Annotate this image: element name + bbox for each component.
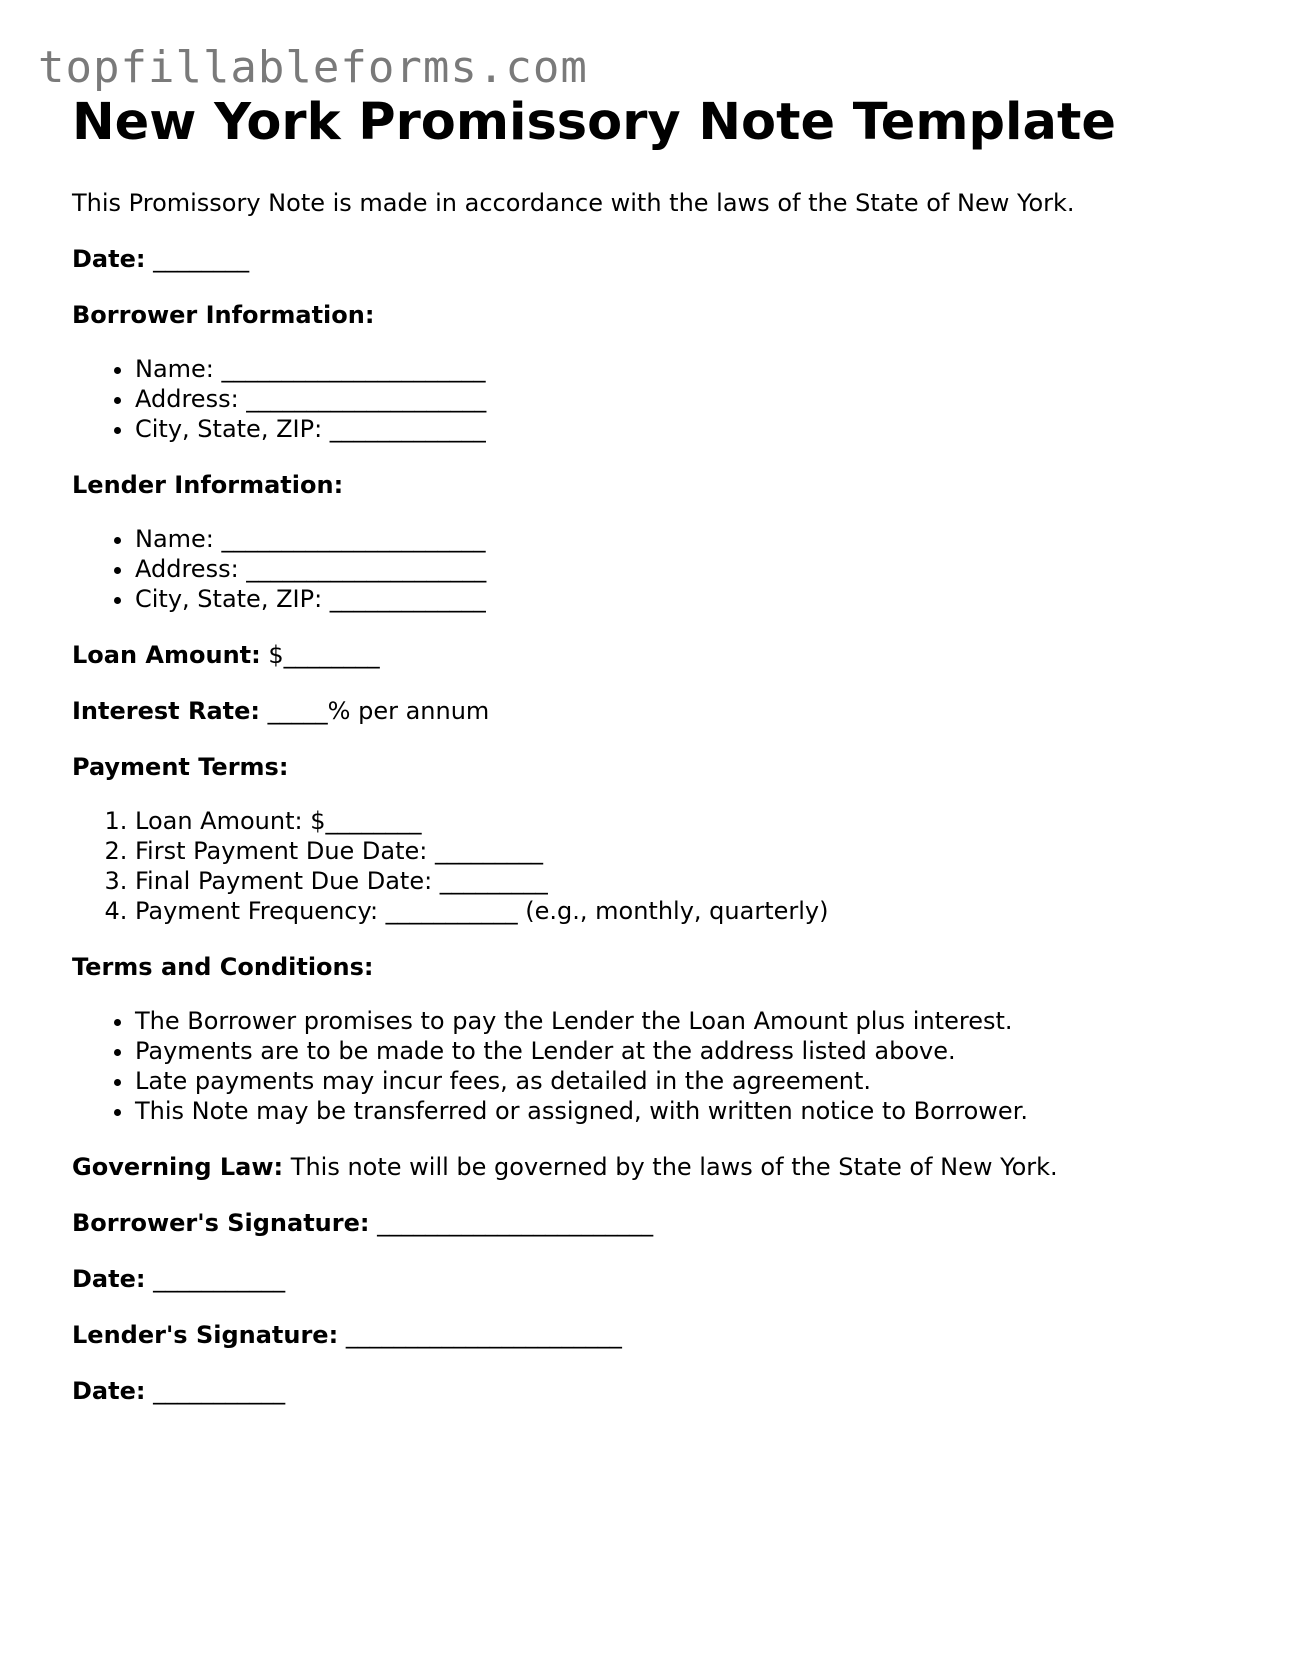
borrower-date-label: Date:: [72, 1265, 146, 1293]
loan-amount-field: [72, 640, 1252, 670]
lender-date-label: Date:: [72, 1377, 146, 1405]
page-title: New York Promissory Note Template: [72, 93, 1116, 152]
final-payment-date-field[interactable]: 3. Final Payment Due Date: _________: [135, 866, 1252, 896]
governing-law-label: Governing Law:: [72, 1153, 284, 1181]
lender-date-blank[interactable]: ___________: [153, 1377, 286, 1405]
date-label: Date:: [72, 245, 146, 273]
borrower-date-blank[interactable]: ___________: [153, 1265, 286, 1293]
loan-amount-blank[interactable]: $________: [268, 641, 380, 669]
borrower-city-state-zip-field[interactable]: • City, State, ZIP: _____________: [135, 414, 1252, 444]
lender-heading: Lender Information:: [72, 471, 344, 499]
date-blank[interactable]: ________: [153, 245, 250, 273]
terms-item: • Late payments may incur fees, as detailed in the agreement.: [135, 1066, 1252, 1096]
borrower-signature-field: [72, 1208, 1252, 1238]
terms-item: • The Borrower promises to pay the Lender the Loan Amount plus interest.: [135, 1006, 1252, 1036]
interest-rate-label: Interest Rate:: [72, 697, 261, 725]
lender-signature-label: Lender's Signature:: [72, 1321, 339, 1349]
first-payment-date-field[interactable]: 2. First Payment Due Date: _________: [135, 836, 1252, 866]
document: [72, 88, 1252, 1406]
borrower-address-field[interactable]: • Address: ____________________: [135, 384, 1252, 414]
terms-item: • This Note may be transferred or assigned, with written notice to Borrower.: [135, 1096, 1252, 1126]
terms-conditions-heading: Terms and Conditions:: [72, 953, 374, 981]
intro-text: This Promissory Note is made in accordance with the laws of the State of New York.: [72, 189, 1075, 217]
date-field: [72, 244, 1252, 274]
payment-terms-list: [72, 806, 1252, 926]
governing-law-text: This note will be governed by the laws of the State of New York.: [290, 1153, 1058, 1181]
lender-signature-blank[interactable]: _______________________: [345, 1321, 622, 1349]
terms-conditions-list: [72, 1006, 1252, 1126]
lender-name-field[interactable]: • Name: ______________________: [135, 524, 1252, 554]
lender-city-state-zip-field[interactable]: • City, State, ZIP: _____________: [135, 584, 1252, 614]
borrower-date-field: [72, 1264, 1252, 1294]
governing-law: [72, 1152, 1252, 1182]
borrower-heading: Borrower Information:: [72, 301, 375, 329]
lender-list: [72, 524, 1252, 614]
payment-terms-heading: Payment Terms:: [72, 753, 289, 781]
borrower-list: [72, 354, 1252, 444]
loan-amount-label: Loan Amount:: [72, 641, 261, 669]
interest-rate-blank[interactable]: _____% per annum: [267, 697, 490, 725]
lender-date-field: [72, 1376, 1252, 1406]
interest-rate-field: [72, 696, 1252, 726]
borrower-signature-label: Borrower's Signature:: [72, 1209, 370, 1237]
payment-frequency-field[interactable]: 4. Payment Frequency: ___________ (e.g., monthly, quarterly): [135, 896, 1252, 926]
borrower-name-field[interactable]: • Name: ______________________: [135, 354, 1252, 384]
watermark: topfillableforms.com: [38, 42, 588, 93]
lender-address-field[interactable]: • Address: ____________________: [135, 554, 1252, 584]
borrower-signature-blank[interactable]: _______________________: [377, 1209, 654, 1237]
terms-item: • Payments are to be made to the Lender at the address listed above.: [135, 1036, 1252, 1066]
payment-loan-amount-field[interactable]: 1. Loan Amount: $________: [135, 806, 1252, 836]
lender-signature-field: [72, 1320, 1252, 1350]
